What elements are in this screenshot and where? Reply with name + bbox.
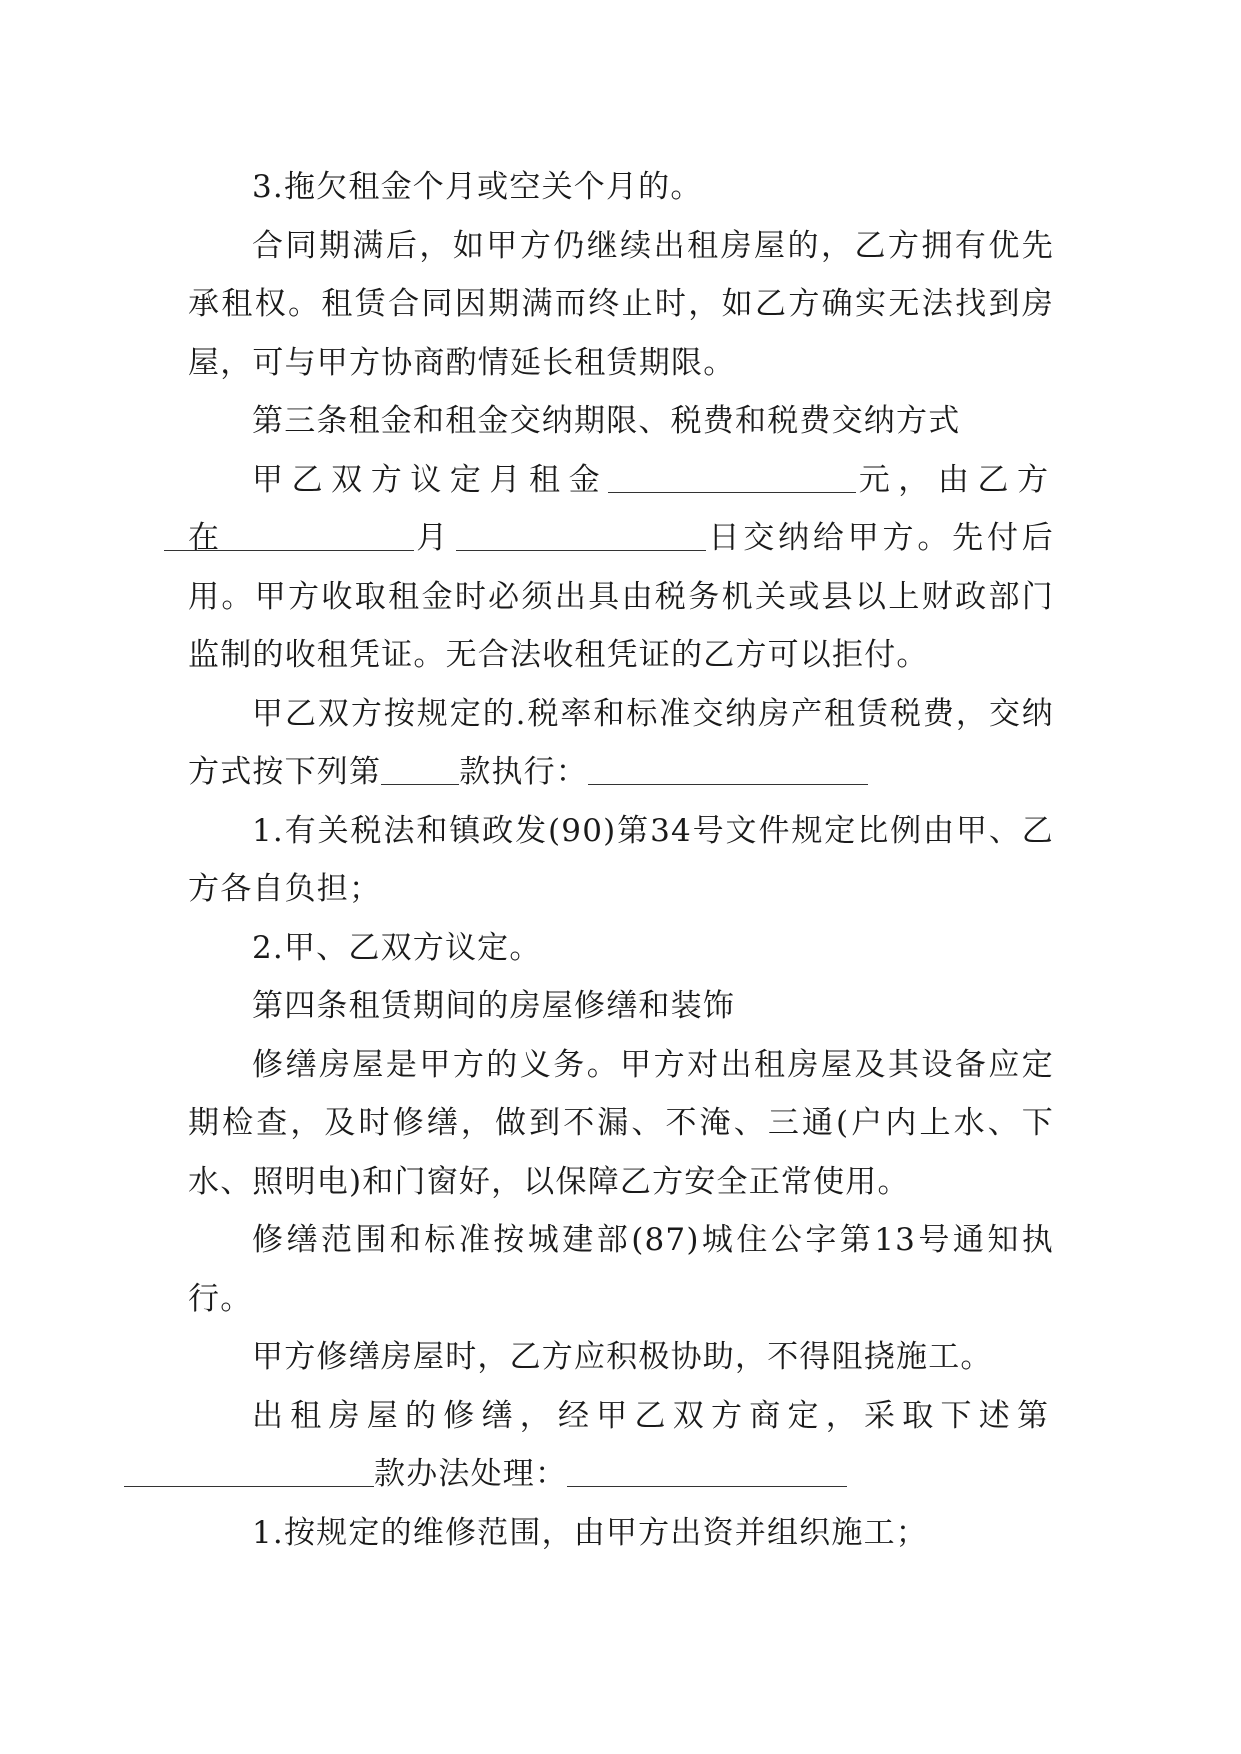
rent-text-d: 日交纳给甲方。先付后用。甲方收取租金时必须出具由税务机关或县以上财政部门监制的收租凭证。无合法收租凭证的乙方可以拒付。 [188,520,1055,673]
pay-day-blank[interactable] [456,520,706,551]
repair-text-a: 出租房屋的修缮，经甲乙双方商定，采取下述第 [252,1397,1054,1434]
rent-text-b: 元，由乙方在 [188,461,1055,556]
paragraph-tax-payment [188,685,1054,802]
heading-article-4: 第四条租赁期间的房屋修缮和装饰 [252,988,735,1024]
paragraph-repair-duty: 修缮房屋是甲方的义务。甲方对出租房屋及其设备应定期检查，及时修缮，做到不漏、不淹、三通(户内上水、下水、照明电)和门窗好，以保障乙方安全正常使用。 [188,1046,1054,1200]
paragraph-arrears-clause: 3.拖欠租金个月或空关个月的。 [252,169,703,205]
paragraph-repair-scope: 修缮范围和标准按城建部(87)城住公字第13号通知执行。 [188,1222,1054,1317]
paragraph-repair-option-1: 1.按规定的维修范围，由甲方出资并组织施工； [252,1514,928,1551]
repair-method-blank[interactable] [567,1456,847,1487]
rent-amount-blank[interactable] [608,462,856,493]
paragraph-repair-method [188,1387,1054,1504]
paragraph-tax-option-1: 1.有关税法和镇政发(90)第34号文件规定比例由甲、乙方各自负担； [188,812,1054,907]
paragraph-tax-option-2: 2.甲、乙双方议定。 [252,929,542,966]
rent-text-c: 月 [413,520,456,556]
document-body [188,158,1054,1562]
repair-clause-number-blank[interactable] [124,1456,374,1487]
tax-method-blank[interactable] [588,754,868,785]
tax-text-b: 款执行： [459,754,589,790]
pay-month-blank[interactable] [164,520,414,551]
paragraph-priority-lease: 合同期满后，如甲方仍继续出租房屋的，乙方拥有优先承租权。租赁合同因期满而终止时，如乙方确实无法找到房屋，可与甲方协商酌情延长租赁期限。 [188,227,1054,381]
tax-clause-number-blank[interactable] [381,754,459,785]
paragraph-monthly-rent [188,451,1054,685]
tax-text-a: 甲乙双方按规定的.税率和标准交纳房产租赁税费，交纳方式按下列第 [188,695,1054,790]
heading-article-3: 第三条租金和租金交纳期限、税费和税费交纳方式 [252,403,961,439]
repair-text-b: 款办法处理： [374,1456,568,1492]
paragraph-repair-assist: 甲方修缮房屋时，乙方应积极协助，不得阻挠施工。 [252,1339,993,1375]
rent-text-a: 甲乙双方议定月租金 [252,461,609,498]
